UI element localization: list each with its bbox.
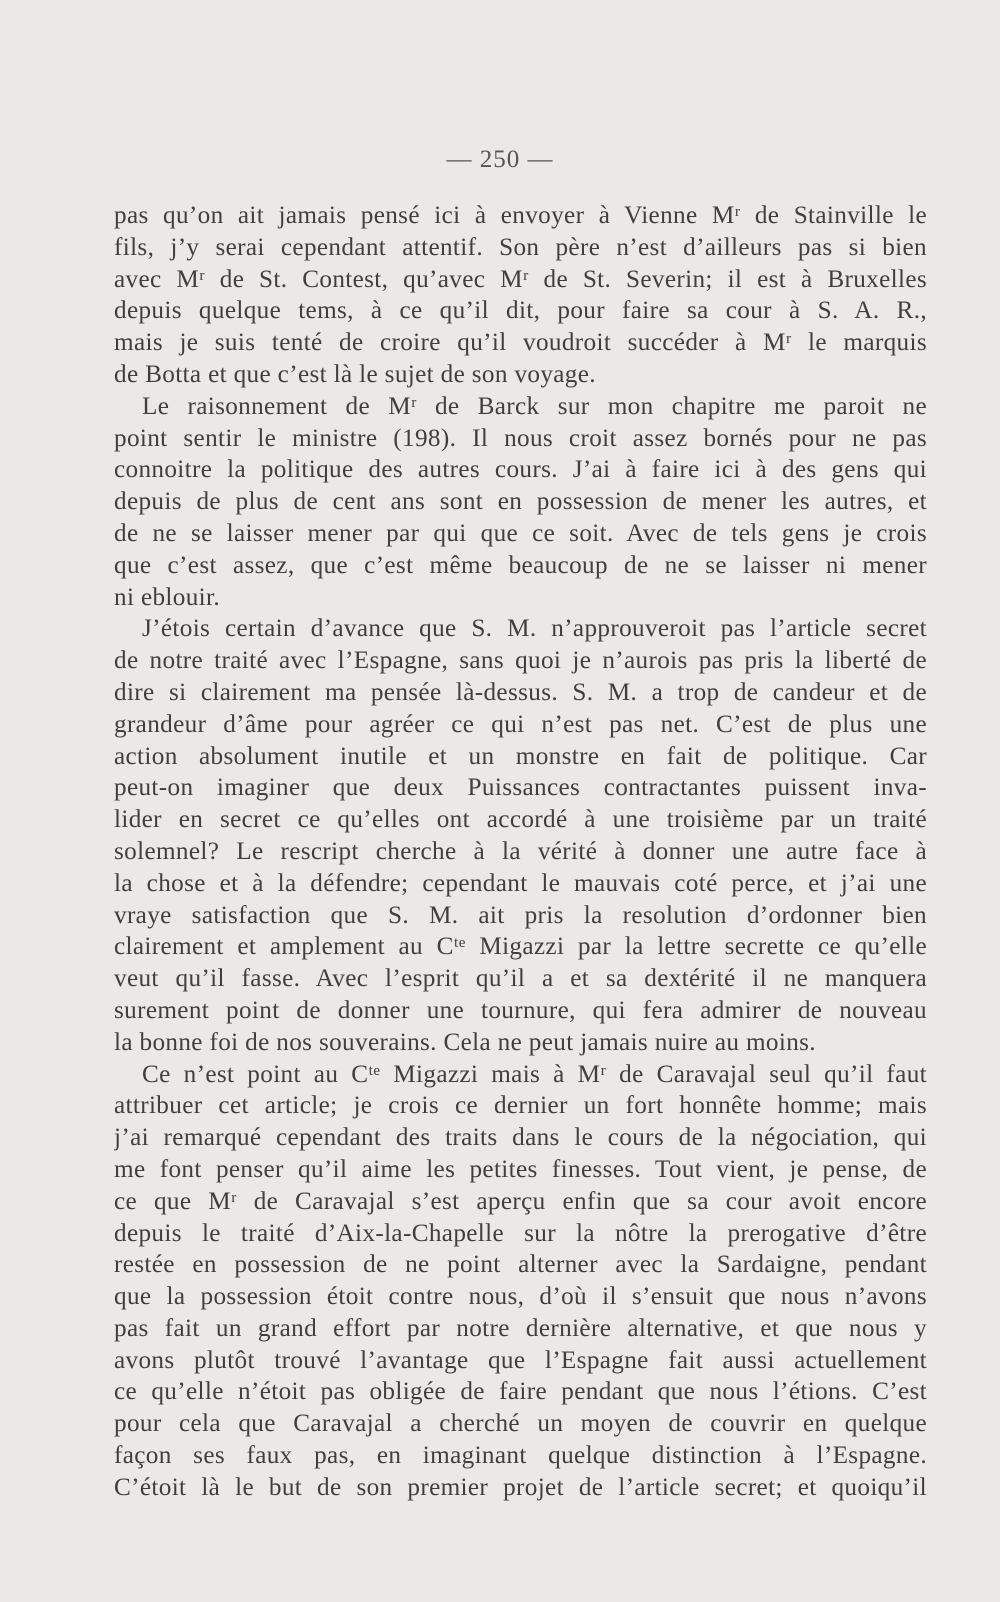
- paragraph-1: [114, 200, 927, 391]
- text-line: la chose et à la défendre; cependant le mauvais coté perce, et j’ai une: [114, 869, 927, 897]
- text-line: ce que Mʳ de Caravajal s’est aperçu enfin que sa cour avoit encore: [114, 1187, 927, 1215]
- text-line: C’étoit là le but de son premier projet de l’article secret; et quoiqu’il: [114, 1473, 927, 1501]
- text-line: solemnel? Le rescript cherche à la vérité à donner une autre face à: [114, 837, 927, 865]
- text-line: de ne se laisser mener par qui que ce soit. Avec de tels gens je crois: [114, 519, 927, 547]
- text-line: depuis le traité d’Aix-la-Chapelle sur la nôtre la prerogative d’être: [114, 1219, 927, 1247]
- text-line: me font penser qu’il aime les petites finesses. Tout vient, je pense, de: [114, 1155, 927, 1183]
- text-line: de notre traité avec l’Espagne, sans quoi je n’aurois pas pris la liberté de: [114, 647, 927, 675]
- text-line: que c’est assez, que c’est même beaucoup de ne se laisser ni mener: [114, 551, 927, 579]
- paragraph-3: [114, 613, 927, 1058]
- text-line: la bonne foi de nos souverains. Cela ne peut jamais nuire au moins.: [114, 1028, 816, 1056]
- paragraph-2: [114, 391, 927, 614]
- paragraph-4: [114, 1059, 927, 1504]
- text-line: fils, j’y serai cependant attentif. Son père n’est d’ailleurs pas si bien: [114, 233, 927, 261]
- text-line: mais je suis tenté de croire qu’il voudroit succéder à Mʳ le marquis: [114, 329, 927, 357]
- text-line: vraye satisfaction que S. M. ait pris la resolution d’ordonner bien: [114, 901, 927, 929]
- text-line: avec Mʳ de St. Contest, qu’avec Mʳ de St. Severin; il est à Bruxelles: [114, 265, 927, 293]
- text-line: peut-on imaginer que deux Puissances contractantes puissent inva-: [114, 774, 927, 802]
- text-line: façon ses faux pas, en imaginant quelque distinction à l’Espagne.: [114, 1442, 927, 1470]
- text-line: surement point de donner une tournure, qui fera admirer de nouveau: [114, 996, 927, 1024]
- text-line: grandeur d’âme pour agréer ce qui n’est pas net. C’est de plus une: [114, 710, 927, 738]
- text-line: point sentir le ministre (198). Il nous croit assez bornés pour ne pas: [114, 424, 927, 452]
- text-line: action absolument inutile et un monstre en fait de politique. Car: [114, 742, 927, 770]
- text-line: J’étois certain d’avance que S. M. n’approuveroit pas l’article secret: [142, 615, 927, 643]
- text-line: pour cela que Caravajal a cherché un moyen de couvrir en quelque: [114, 1410, 927, 1438]
- text-line: ce qu’elle n’étoit pas obligée de faire pendant que nous l’étions. C’est: [114, 1378, 927, 1406]
- text-line: dire si clairement ma pensée là-dessus. S. M. a trop de candeur et de: [114, 678, 927, 706]
- text-line: de Botta et que c’est là le sujet de son voyage.: [114, 360, 596, 388]
- text-line: j’ai remarqué cependant des traits dans le cours de la négociation, qui: [114, 1124, 927, 1152]
- body-text: [114, 200, 927, 1504]
- text-line: avons plutôt trouvé l’avantage que l’Espagne fait aussi actuellement: [114, 1346, 927, 1374]
- text-line: clairement et amplement au Cᵗᵉ Migazzi par la lettre secrette ce qu’elle: [114, 933, 927, 961]
- text-line: ni eblouir.: [114, 583, 220, 611]
- text-line: depuis de plus de cent ans sont en possession de mener les autres, et: [114, 488, 927, 516]
- text-line: restée en possession de ne point alterner avec la Sardaigne, pendant: [114, 1251, 927, 1279]
- text-line: Le raisonnement de Mʳ de Barck sur mon chapitre me paroit ne: [142, 392, 927, 420]
- text-line: pas qu’on ait jamais pensé ici à envoyer à Vienne Mʳ de Stainville le: [114, 202, 927, 229]
- text-line: que la possession étoit contre nous, d’où il s’ensuit que nous n’avons: [114, 1283, 927, 1311]
- text-line: veut qu’il fasse. Avec l’esprit qu’il a et sa dextérité il ne manquera: [114, 965, 927, 993]
- text-line: connoitre la politique des autres cours. J’ai à faire ici à des gens qui: [114, 456, 927, 484]
- page-number: — 250 —: [446, 146, 554, 173]
- text-line: pas fait un grand effort par notre dernière alternative, et que nous y: [114, 1314, 927, 1342]
- text-line: lider en secret ce qu’elles ont accordé à une troisième par un traité: [114, 806, 927, 834]
- text-line: attribuer cet article; je crois ce dernier un fort honnête homme; mais: [114, 1092, 927, 1120]
- text-line: Ce n’est point au Cᵗᵉ Migazzi mais à Mʳ de Caravajal seul qu’il faut: [142, 1060, 927, 1088]
- text-line: depuis quelque tems, à ce qu’il dit, pour faire sa cour à S. A. R.,: [114, 297, 927, 325]
